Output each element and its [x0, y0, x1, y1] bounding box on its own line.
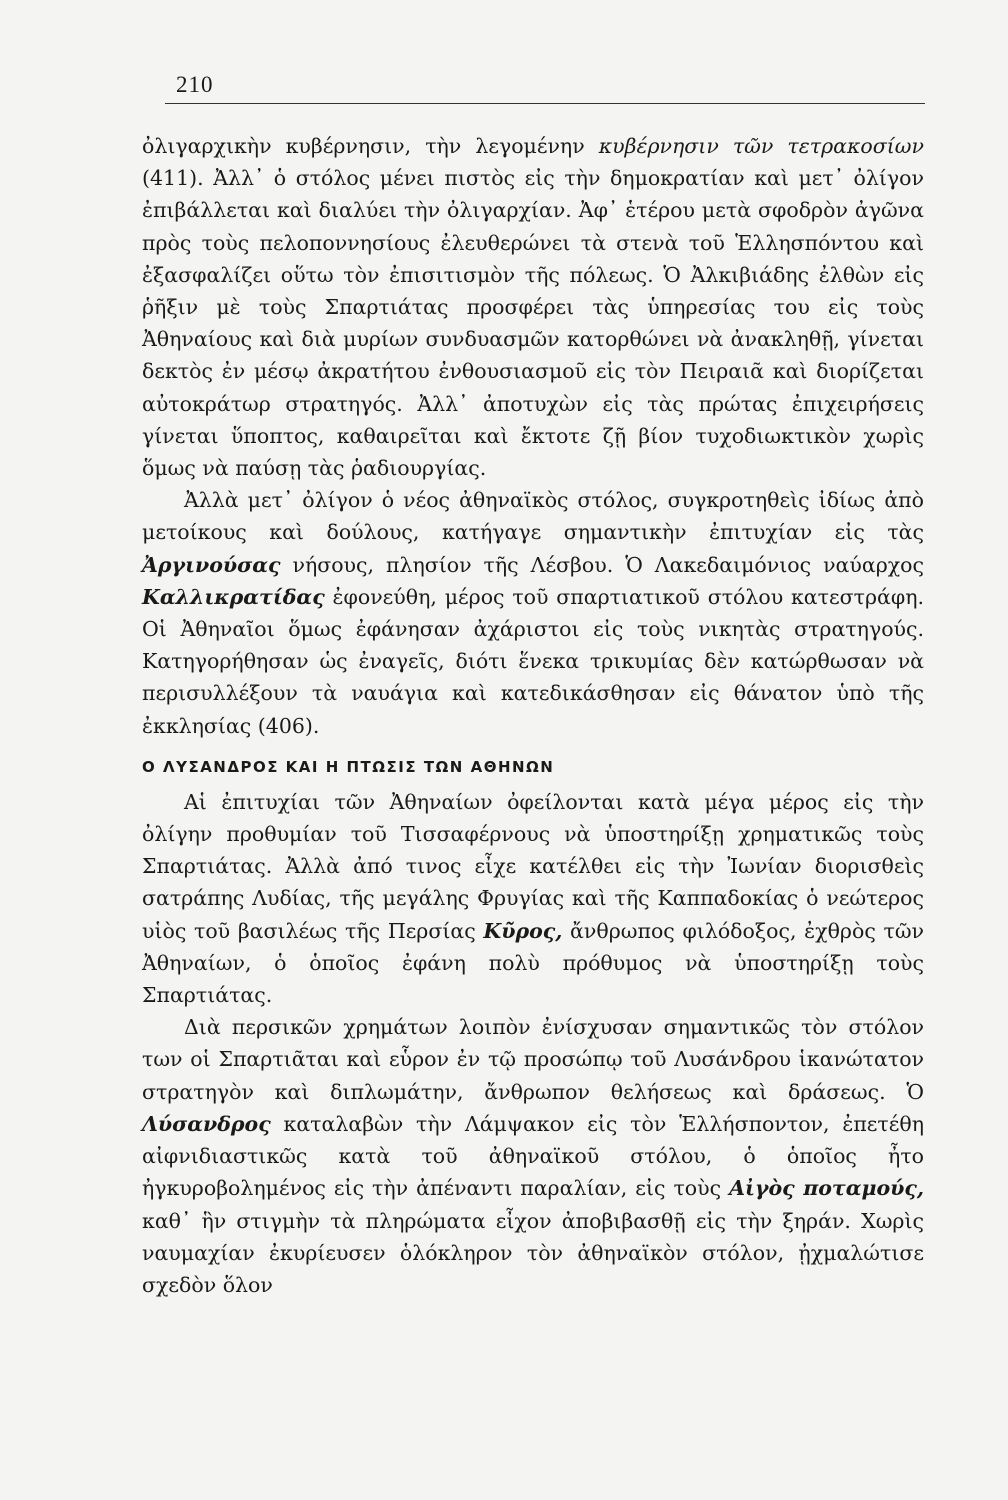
- section-heading: Ο ΛΥΣΑΝΔΡΟΣ ΚΑΙ Η ΠΤΩΣΙΣ ΤΩΝ ΑΘΗΝΩΝ: [142, 757, 555, 776]
- bold-term: Καλλικρατίδας: [142, 584, 325, 609]
- italic-term: κυβέρνησιν τῶν τετρακοσίων: [598, 134, 924, 158]
- bold-term: Αἰγὸς ποταμούς,: [729, 1176, 925, 1201]
- header-rule: [165, 103, 925, 104]
- text-run: (411). Ἀλλ᾽ ὁ στόλος μένει πιστὸς εἰς τὴν δημοκρατίαν καὶ μετ᾽ ὀλίγον ἐπιβάλλεται καὶ διαλύει τὴν ὀλιγαρχίαν. Ἀφ᾽ ἑτέρου μετὰ σφοδρὸν ἀγῶνα πρὸς τοὺς πελοποννησίους ἐλευθερώνει τὰ στενὰ τοῦ Ἑλλησπόντου καὶ ἐξασφαλίζει οὕτω τὸν ἐπισιτισμὸν τῆς πόλεως. Ὁ Ἀλκιβιάδης ἐλθὼν εἰς ῥῆξιν μὲ τοὺς Σπαρτιάτας προσφέρει τὰς ὑπηρεσίας του εἰς τοὺς Ἀθηναίους καὶ διὰ μυρίων συνδυασμῶν κατορθώνει νὰ ἀνακληθῇ, γίνεται δεκτὸς ἐν μέσῳ ἀκρατήτου ἐνθουσιασμοῦ εἰς τὸν Πειραιᾶ καὶ διορίζεται αὐτοκράτωρ στρατηγός. Ἀλλ᾽ ἀποτυχὼν εἰς τὰς πρώτας ἐπιχειρήσεις γίνεται ὕποπτος, καθαιρεῖται καὶ ἔκτοτε ζῇ βίον τυχοδιωκτικὸν χωρὶς ὅμως νὰ παύσῃ τὰς ῥαδιουργίας.: [142, 166, 924, 481]
- paragraph-1: [142, 130, 924, 484]
- text-run: νήσους, πλησίον τῆς Λέσβου. Ὁ Λακεδαιμόνιος ναύαρχος: [280, 552, 924, 577]
- text-run: Διὰ περσικῶν χρημάτων λοιπὸν ἐνίσχυσαν σημαντικῶς τὸν στόλον των οἱ Σπαρτιᾶται καὶ εὗρον ἐν τῷ προσώπῳ τοῦ Λυσάνδρου ἱκανώτατον στρατηγὸν καὶ διπλωμάτην, ἄνθρωπον θελήσεως καὶ δράσεως. Ὁ: [142, 1015, 924, 1104]
- text-run: ἄνθρωπος φιλόδοξος, ἐχθρὸς τῶν Ἀθηναίων, ὁ ὁποῖος ἐφάνη πολὺ πρόθυμος νὰ ὑποστηρίξῃ τοὺς Σπαρτιάτας.: [142, 918, 924, 1008]
- text-run: Αἱ ἐπιτυχίαι τῶν Ἀθηναίων ὀφείλονται κατὰ μέγα μέρος εἰς τὴν ὀλίγην προθυμίαν τοῦ Τισσαφέρνους νὰ ὑποστηρίξῃ χρηματικῶς τοὺς Σπαρτιάτας. Ἀλλὰ ἀπό τινος εἶχε κατέλθει εἰς τὴν Ἰωνίαν διορισθεὶς σατράπης Λυδίας, τῆς μεγάλης Φρυγίας καὶ τῆς Καππαδοκίας ὁ νεώτερος υἱὸς τοῦ βασιλέως τῆς Περσίας: [142, 789, 924, 943]
- bold-term: Ἀργινούσας: [142, 552, 281, 577]
- paragraph-3: [142, 786, 924, 1011]
- text-run: καθ᾽ ἣν στιγμὴν τὰ πληρώματα εἶχον ἀποβιβασθῇ εἰς τὴν ξηράν. Χωρὶς ναυμαχίαν ἐκυρίευσεν ὁλόκληρον τὸν ἀθηναϊκὸν στόλον, ᾐχμαλώτισε σχεδὸν ὅλον: [142, 1208, 924, 1297]
- text-run: καταλαβὼν τὴν Λάμψακον εἰς τὸν Ἑλλήσποντον, ἐπετέθη αἰφνιδιαστικῶς κατὰ τοῦ ἀθηναϊκοῦ στόλου, ὁ ὁποῖος ἦτο ἠγκυροβολημένος εἰς τὴν ἀπέναντι παραλίαν, εἰς τοὺς: [142, 1111, 924, 1201]
- paragraph-4: [142, 1011, 924, 1301]
- text-run: Ἀλλὰ μετ᾽ ὀλίγον ὁ νέος ἀθηναϊκὸς στόλος, συγκροτηθεὶς ἰδίως ἀπὸ μετοίκους καὶ δούλους, κατήγαγε σημαντικὴν ἐπιτυχίαν εἰς τὰς: [142, 488, 924, 545]
- page-number: 210: [176, 72, 214, 97]
- bold-term: Κῦρος,: [483, 918, 563, 943]
- text-run: ὀλιγαρχικὴν κυβέρνησιν, τὴν λεγομένην: [142, 134, 599, 158]
- bold-term: Λύσανδρος: [142, 1111, 271, 1136]
- text-run: ἐφονεύθη, μέρος τοῦ σπαρτιατικοῦ στόλου κατεστράφη. Οἱ Ἀθηναῖοι ὅμως ἐφάνησαν ἀχάριστοι εἰς τοὺς νικητὰς στρατηγούς. Κατηγορήθησαν ὡς ἐναγεῖς, διότι ἕνεκα τρικυμίας δὲν κατώρθωσαν νὰ περισυλλέξουν τὰ ναυάγια καὶ κατεδικάσθησαν εἰς θάνατον ὑπὸ τῆς ἐκκλησίας (406).: [142, 584, 924, 738]
- body-text: [142, 130, 924, 1301]
- paragraph-2: [142, 484, 924, 742]
